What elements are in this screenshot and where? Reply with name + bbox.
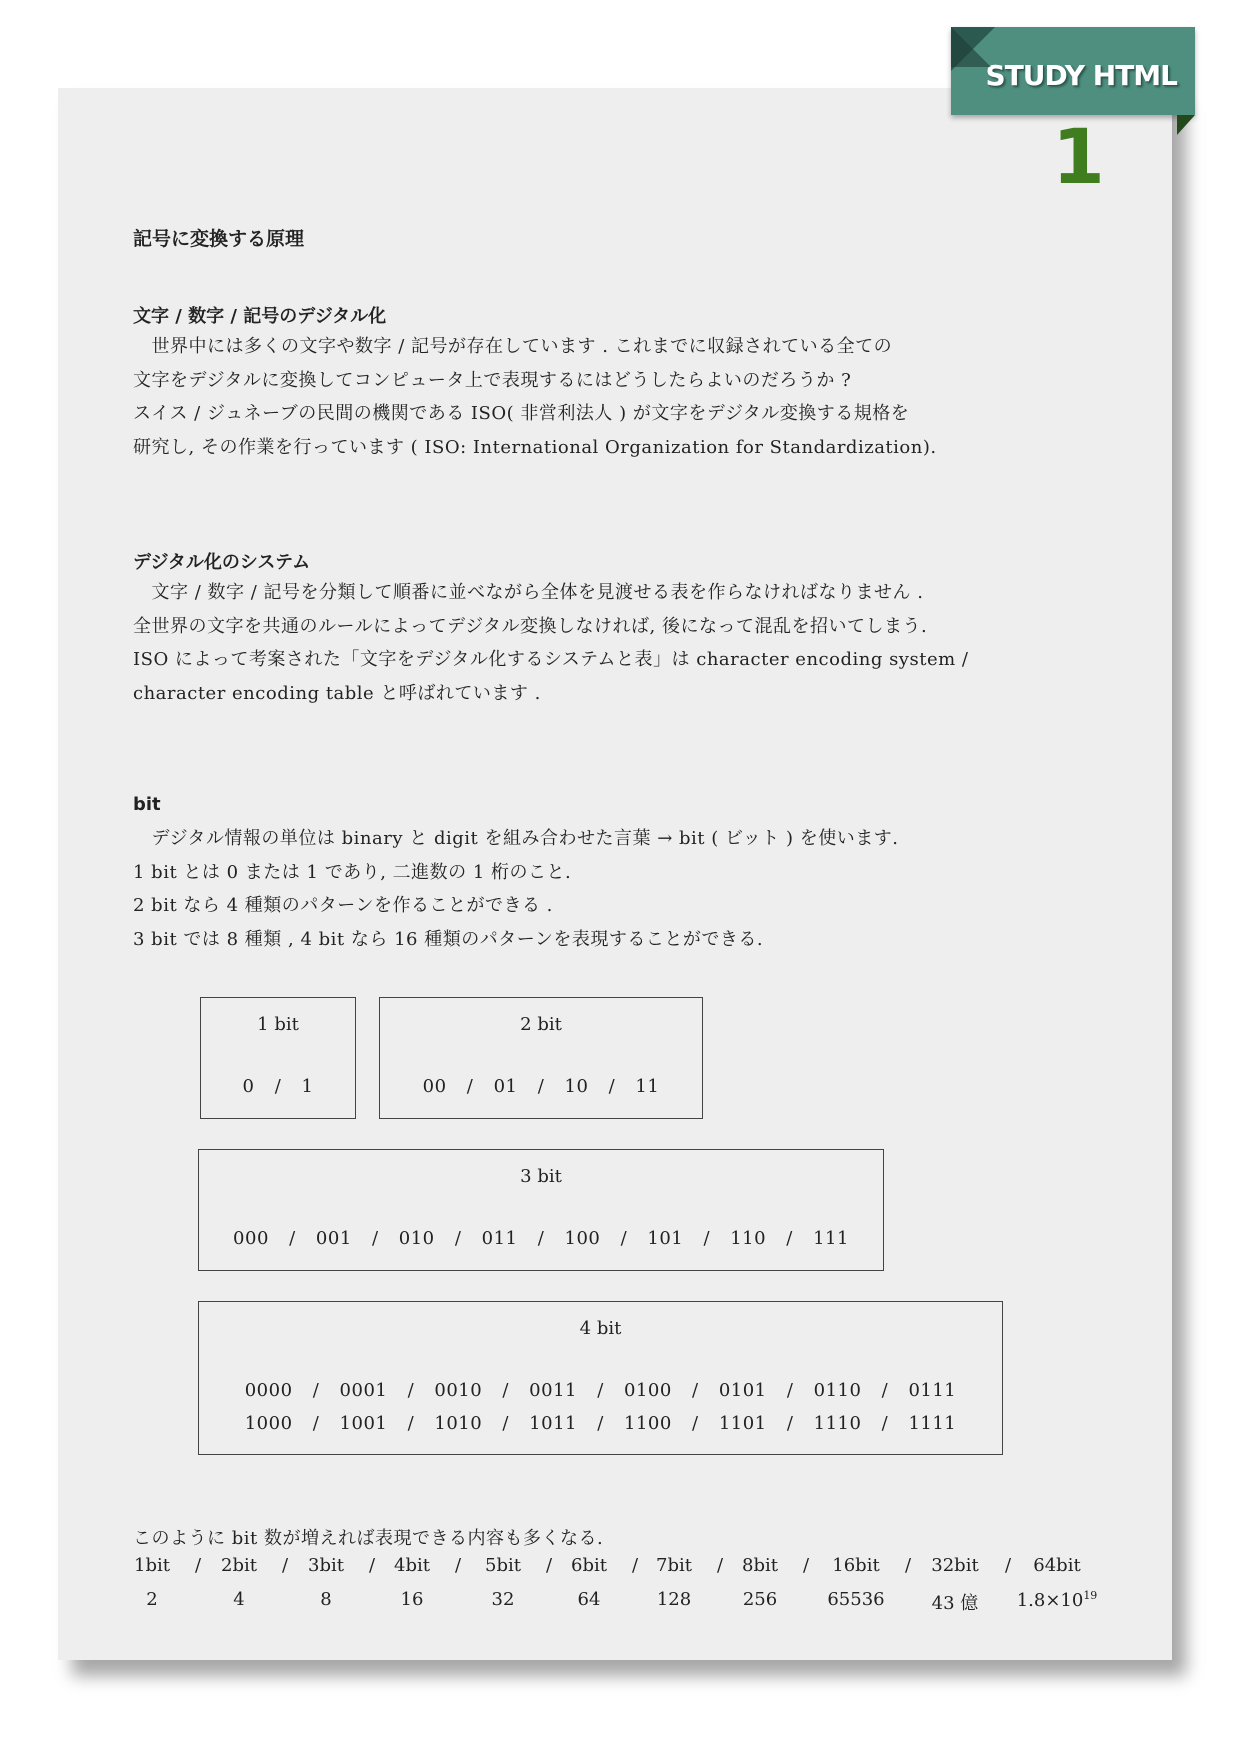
pattern-count-cell: 8 xyxy=(320,1589,332,1610)
section-heading-digitalization: 文字 / 数字 / 記号のデジタル化 xyxy=(133,306,387,327)
badge-corner xyxy=(1177,115,1195,135)
pattern-count-cell: 32 xyxy=(491,1589,515,1610)
text-line: 文字をデジタルに変換してコンピュータ上で表現するにはどうしたらよいのだろうか ? xyxy=(133,369,852,391)
separator-slash: / xyxy=(905,1555,912,1576)
bit-count-cell: 6bit xyxy=(571,1555,607,1576)
separator-slash: / xyxy=(282,1555,289,1576)
separator-slash: / xyxy=(803,1555,810,1576)
bit-box-title: 3 bit xyxy=(520,1166,562,1187)
separator-slash: / xyxy=(632,1555,639,1576)
text-line: このように bit 数が増えれば表現できる内容も多くなる. xyxy=(133,1528,604,1549)
bit-count-cell: 1bit xyxy=(134,1555,170,1576)
text-line: ISO によって考案された「文字をデジタル化するシステムと表」は character encoding system / xyxy=(133,649,969,670)
separator-slash: / xyxy=(369,1555,376,1576)
summary-text xyxy=(133,1522,603,1556)
badge-label: STUDY HTML xyxy=(985,59,1177,92)
pattern-count-cell: 128 xyxy=(656,1589,692,1610)
text-line: 全世界の文字を共通のルールによってデジタル変換しなければ, 後になって混乱を招いてしまう. xyxy=(133,615,928,637)
pattern-count-cell: $1.8\times 10^{19}$ xyxy=(1016,1589,1098,1611)
bit-count-cell: 8bit xyxy=(742,1555,778,1576)
text-line: 文字 / 数字 / 記号を分類して順番に並べながら全体を見渡せる表を作らなければなりません . xyxy=(133,582,924,603)
bit-count-cell: 32bit xyxy=(931,1555,979,1576)
badge-fold-shadow xyxy=(951,27,991,67)
text-line: 2 bit なら 4 種類のパターンを作ることができる . xyxy=(133,895,553,916)
bit-box-2 xyxy=(379,997,703,1119)
separator-slash: / xyxy=(717,1555,724,1576)
separator-slash: / xyxy=(546,1555,553,1576)
bit-box-1 xyxy=(200,997,356,1119)
bit-box-values: 0 / 1 xyxy=(242,1076,314,1097)
text-line: 世界中には多くの文字や数字 / 記号が存在しています . これまでに収録されている全ての xyxy=(133,336,893,357)
bit-box-4 xyxy=(198,1301,1003,1455)
pattern-count-cell: 16 xyxy=(400,1589,424,1610)
bit-count-cell: 5bit xyxy=(485,1555,521,1576)
section-body-system xyxy=(133,576,968,710)
pattern-count-cell: 256 xyxy=(742,1589,778,1610)
pattern-count-cell: 2 xyxy=(146,1589,158,1610)
bit-row xyxy=(0,1555,1240,1589)
chapter-number: 1 xyxy=(1052,112,1105,201)
bit-box-values: 1000 / 1001 / 1010 / 1011 / 1100 / 1101 / 1110 / 1111 xyxy=(244,1413,957,1434)
text-line: 1 bit とは 0 または 1 であり, 二進数の 1 桁のこと. xyxy=(133,861,572,883)
pattern-count-cell: 64 xyxy=(577,1589,601,1610)
pattern-row xyxy=(0,1589,1240,1623)
bit-box-title: 4 bit xyxy=(579,1318,622,1339)
bit-count-cell: 7bit xyxy=(656,1555,692,1576)
pattern-count-cell: 43 億 xyxy=(931,1593,979,1614)
pattern-count-cell: 65536 xyxy=(827,1589,885,1610)
bit-box-3 xyxy=(198,1149,884,1271)
section-body-digitalization xyxy=(133,330,937,464)
section-heading-bit: bit xyxy=(133,794,161,815)
page-title: 記号に変換する原理 xyxy=(133,228,305,250)
bit-box-values: 00 / 01 / 10 / 11 xyxy=(422,1076,660,1097)
text-line: 3 bit では 8 種類 , 4 bit なら 16 種類のパターンを表現することができる. xyxy=(133,928,764,950)
bit-box-values: 0000 / 0001 / 0010 / 0011 / 0100 / 0101 / 0110 / 0111 xyxy=(244,1380,957,1401)
bit-count-cell: 64bit xyxy=(1033,1555,1081,1576)
text-line: スイス / ジュネーブの民間の機関である ISO( 非営利法人 ) が文字をデジタル変換する規格を xyxy=(133,403,910,424)
bit-box-title: 1 bit xyxy=(257,1014,299,1035)
section-heading-system: デジタル化のシステム xyxy=(133,552,311,573)
bit-box-values: 000 / 001 / 010 / 011 / 100 / 101 / 110 / 111 xyxy=(233,1228,849,1249)
separator-slash: / xyxy=(195,1555,202,1576)
pattern-count-cell: 4 xyxy=(233,1589,245,1610)
bit-count-cell: 16bit xyxy=(832,1555,880,1576)
bit-box-title: 2 bit xyxy=(520,1014,562,1035)
text-line: 研究し, その作業を行っています ( ISO: International Organization for Standardization). xyxy=(133,436,937,458)
text-line: character encoding table と呼ばれています . xyxy=(133,682,541,704)
bit-count-cell: 2bit xyxy=(221,1555,257,1576)
bit-count-cell: 4bit xyxy=(394,1555,430,1576)
section-body-bit xyxy=(133,822,898,956)
separator-slash: / xyxy=(1005,1555,1012,1576)
exponent: 19 xyxy=(1083,1589,1098,1602)
separator-slash: / xyxy=(455,1555,462,1576)
bit-count-cell: 3bit xyxy=(308,1555,344,1576)
text-line: デジタル情報の単位は binary と digit を組み合わせた言葉 → bit ( ビット ) を使います. xyxy=(133,828,899,849)
